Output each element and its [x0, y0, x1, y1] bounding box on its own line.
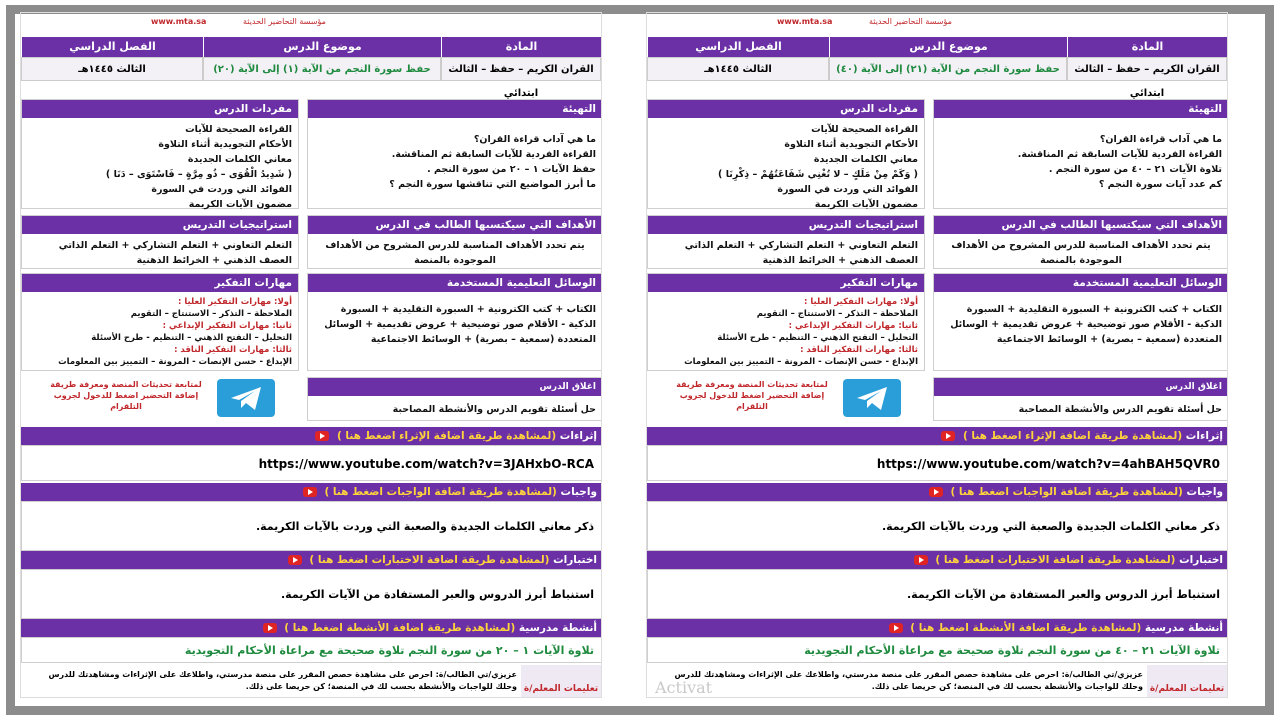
- thinking-label: ثانيا: مهارات التفكير الإبداعي :: [788, 321, 918, 331]
- thinking-text: الإبداع - حسن الإنصات - المرونة – التمييز بين المعلومات: [684, 357, 918, 367]
- activities-text: تلاوة الآيات ٢١ – ٤٠ من سورة النجم تلاوة صحيحة مع مراعاة الأحكام التجويدية: [647, 637, 1228, 663]
- enrich-label: إثراءات: [1185, 430, 1223, 442]
- telegram-icon[interactable]: [843, 379, 901, 417]
- vocab-line: القراءة الصحيحة للآيات: [185, 124, 292, 135]
- thinking-body: [22, 292, 298, 372]
- vocab-line: مضمون الآيات الكريمة: [188, 199, 292, 210]
- enrich-bar[interactable]: [647, 427, 1228, 445]
- topic-header: موضوع الدرس: [203, 37, 441, 57]
- tests-label: اختبارات: [553, 554, 597, 566]
- activities-link[interactable]: (لمشاهدة طريقة اضافة الأنشطة اضغط هنا ): [910, 622, 1142, 634]
- goals-box: [307, 215, 602, 269]
- closing-title: اغلاق الدرس: [308, 378, 602, 396]
- closing-box: [933, 377, 1228, 421]
- closing-text: حل أسئلة تقويم الدرس والأنشطة المصاحبة: [1018, 404, 1222, 415]
- thinking-title: مهارات التفكير: [648, 274, 924, 292]
- thinking-label: أولا: مهارات التفكير العليا :: [177, 297, 292, 307]
- tools-box: [933, 273, 1228, 371]
- youtube-icon[interactable]: [303, 487, 317, 497]
- enrich-label: إثراءات: [559, 430, 597, 442]
- warmup-title: التهيئة: [308, 100, 602, 118]
- subject-header: المادة: [1067, 37, 1227, 57]
- site-link[interactable]: www.mta.sa: [151, 17, 207, 26]
- telegram-promo[interactable]: [647, 377, 925, 427]
- strategies-title: استراتيجيات التدريس: [648, 216, 924, 234]
- warmup-line: ما أبرز المواضيع التي تناقشها سورة النجم ؟: [389, 179, 596, 190]
- warmup-line: القراءة الفردية للآيات السابقة ثم المناقشة.: [391, 149, 596, 160]
- thinking-label: ثالثا: مهارات التفكير الناقد :: [800, 345, 918, 355]
- subject-value: القران الكريم – حفظ – الثالث ابتدائي: [1067, 57, 1227, 81]
- page-topline: [647, 13, 1227, 35]
- tests-bar[interactable]: [647, 551, 1228, 569]
- strategies-box: [21, 215, 299, 269]
- enrich-link[interactable]: (لمشاهدة طريقة اضافة الإثراء اضغط هنا ): [336, 430, 557, 442]
- homework-link[interactable]: (لمشاهدة طريقة اضافة الواجبات اضغط هنا ): [950, 486, 1183, 498]
- vocab-title: مفردات الدرس: [22, 100, 298, 118]
- homework-link[interactable]: (لمشاهدة طريقة اضافة الواجبات اضغط هنا ): [324, 486, 557, 498]
- tools-title: الوسائل التعليمية المستخدمة: [308, 274, 602, 292]
- vocab-line: ( شَدِيدُ الْقُوَى – ذُو مِرَّةٍ – فَاسْتَوَى – دَنَا ): [105, 169, 292, 180]
- vocab-title: مفردات الدرس: [648, 100, 924, 118]
- tools-text: الكتاب + كتب الكترونية + السبورة التقليدية + السبورة الذكية - الأقلام صور توضيحية + عروض تقديمية + الوسائل المتعددة (سمعية – بصرية) + الوسائط الاجتماعية: [324, 304, 596, 345]
- subject-header: المادة: [441, 37, 601, 57]
- telegram-text[interactable]: لمتابعة تحديثات المنصة ومعرفة طريقة إضافة التحضير اضغط للدخول لجروب التلقرام: [50, 380, 202, 411]
- closing-text: حل أسئلة تقويم الدرس والأنشطة المصاحبة: [392, 404, 596, 415]
- page-topline: [21, 13, 601, 35]
- warmup-body: [934, 118, 1228, 196]
- homework-label: واجبات: [560, 486, 597, 498]
- thinking-text: الملاحظة – التذكر – الاستنتاج – التقويم: [756, 309, 918, 319]
- strategies-box: [647, 215, 925, 269]
- subject-value: القران الكريم – حفظ – الثالث ابتدائي: [441, 57, 601, 81]
- strategies-text: التعلم التعاوني + التعلم التشاركي + التعلم الذاتي العصف الذهني + الخرائط الذهنية: [684, 240, 918, 266]
- closing-box: [307, 377, 602, 421]
- thinking-text: التحليل – التفتح الذهني – التنظيم - طرح الأسئلة: [717, 333, 918, 343]
- vocab-body: [22, 118, 298, 216]
- telegram-text[interactable]: لمتابعة تحديثات المنصة ومعرفة طريقة إضافة التحضير اضغط للدخول لجروب التلقرام: [676, 380, 828, 411]
- vocab-box: [21, 99, 299, 209]
- vocab-body: [648, 118, 924, 216]
- site-link[interactable]: www.mta.sa: [777, 17, 833, 26]
- teacher-label: تعليمات المعلم/ة: [521, 665, 601, 698]
- warmup-box: [933, 99, 1228, 209]
- tests-link[interactable]: (لمشاهدة طريقة اضافة الاختبارات اضغط هنا ): [309, 554, 550, 566]
- thinking-body: [648, 292, 924, 372]
- vocab-line: الأحكام التجويدية أثناء التلاوة: [784, 139, 918, 150]
- tools-title: الوسائل التعليمية المستخدمة: [934, 274, 1228, 292]
- lesson-plan-page: [20, 12, 602, 698]
- thinking-title: مهارات التفكير: [22, 274, 298, 292]
- warmup-line: كم عدد آيات سورة النجم ؟: [1098, 179, 1222, 190]
- goals-text: يتم تحدد الأهداف المناسبة للدرس المشروح من الأهداف الموجودة بالمنصة: [325, 240, 585, 266]
- homework-text: ذكر معاني الكلمات الجديدة والصعبة التي وردت بالآيات الكريمة.: [647, 501, 1228, 551]
- activities-label: أنشطة مدرسية: [1144, 622, 1223, 634]
- warmup-line: ما هي آداب قراءة القران؟: [1099, 134, 1222, 145]
- warmup-body: [308, 118, 602, 196]
- youtube-icon[interactable]: [263, 623, 277, 633]
- tests-bar[interactable]: [21, 551, 602, 569]
- goals-title: الأهداف التي سيكتسبها الطالب في الدرس: [934, 216, 1228, 234]
- vocab-line: القراءة الصحيحة للآيات: [811, 124, 918, 135]
- tests-label: اختبارات: [1179, 554, 1223, 566]
- activities-label: أنشطة مدرسية: [518, 622, 597, 634]
- tests-link[interactable]: (لمشاهدة طريقة اضافة الاختبارات اضغط هنا ): [935, 554, 1176, 566]
- term-value: الثالث ١٤٤٥هـ: [647, 57, 829, 81]
- strategies-text: التعلم التعاوني + التعلم التشاركي + التعلم الذاتي العصف الذهني + الخرائط الذهنية: [58, 240, 292, 266]
- lesson-plan-page: [646, 12, 1228, 698]
- goals-text: يتم تحدد الأهداف المناسبة للدرس المشروح من الأهداف الموجودة بالمنصة: [951, 240, 1211, 266]
- closing-title: اغلاق الدرس: [934, 378, 1228, 396]
- teacher-text: عزيزي/تي الطالب/ة: احرص على مشاهدة حصص المقرر على منصة مدرستي، واطلاعك على الإثراءات ومشاهدتك للدرس وحلك للواجبات والأنشطة بحسب لك في المنصة؛ كن حريصا على ذلك.: [48, 670, 517, 691]
- homework-text: ذكر معاني الكلمات الجديدة والصعبة التي وردت بالآيات الكريمة.: [21, 501, 602, 551]
- topic-header: موضوع الدرس: [829, 37, 1067, 57]
- enrich-url[interactable]: https://www.youtube.com/watch?v=4ahBAH5QVR0: [647, 445, 1228, 481]
- goals-title: الأهداف التي سيكتسبها الطالب في الدرس: [308, 216, 602, 234]
- activities-link[interactable]: (لمشاهدة طريقة اضافة الأنشطة اضغط هنا ): [284, 622, 516, 634]
- thinking-text: الملاحظة – التذكر – الاستنتاج – التقويم: [130, 309, 292, 319]
- activities-bar[interactable]: [647, 619, 1228, 637]
- vocab-line: الفوائد التي وردت في السورة: [151, 184, 292, 195]
- thinking-box: [21, 273, 299, 371]
- homework-label: واجبات: [1186, 486, 1223, 498]
- thinking-box: [647, 273, 925, 371]
- vocab-line: معاني الكلمات الجديدة: [187, 154, 292, 165]
- youtube-icon[interactable]: [288, 555, 302, 565]
- institution-name: مؤسسة التحاضير الحديثة: [243, 17, 326, 26]
- thinking-text: الإبداع - حسن الإنصات - المرونة – التمييز بين المعلومات: [58, 357, 292, 367]
- homework-bar[interactable]: [647, 483, 1228, 501]
- vocab-line: معاني الكلمات الجديدة: [813, 154, 918, 165]
- thinking-label: ثالثا: مهارات التفكير الناقد :: [174, 345, 292, 355]
- goals-box: [933, 215, 1228, 269]
- vocab-box: [647, 99, 925, 209]
- vocab-line: مضمون الآيات الكريمة: [814, 199, 918, 210]
- thinking-label: أولا: مهارات التفكير العليا :: [803, 297, 918, 307]
- youtube-icon[interactable]: [315, 431, 329, 441]
- enrich-link[interactable]: (لمشاهدة طريقة اضافة الإثراء اضغط هنا ): [962, 430, 1183, 442]
- warmup-title: التهيئة: [934, 100, 1228, 118]
- vocab-line: الأحكام التجويدية أثناء التلاوة: [158, 139, 292, 150]
- warmup-line: تلاوة الآيات ٢١ – ٤٠ من سورة النجم .: [1048, 164, 1222, 175]
- tools-box: [307, 273, 602, 371]
- teacher-label: تعليمات المعلم/ة: [1147, 665, 1227, 698]
- term-value: الثالث ١٤٤٥هـ: [21, 57, 203, 81]
- institution-name: مؤسسة التحاضير الحديثة: [869, 17, 952, 26]
- thinking-label: ثانيا: مهارات التفكير الإبداعي :: [162, 321, 292, 331]
- term-header: الفصل الدراسي: [647, 37, 829, 57]
- youtube-icon[interactable]: [914, 555, 928, 565]
- topic-value: حفظ سورة النجم من الآية (١) إلى الآية (٢٠): [203, 57, 441, 81]
- warmup-line: القراءة الفردية للآيات السابقة ثم المناقشة.: [1017, 149, 1222, 160]
- tests-text: استنباط أبرز الدروس والعبر المستفادة من الآيات الكريمة.: [21, 569, 602, 619]
- strategies-title: استراتيجيات التدريس: [22, 216, 298, 234]
- youtube-icon[interactable]: [889, 623, 903, 633]
- homework-bar[interactable]: [21, 483, 602, 501]
- telegram-icon[interactable]: [217, 379, 275, 417]
- thinking-text: التحليل – التفتح الذهني – التنظيم - طرح الأسئلة: [91, 333, 292, 343]
- warmup-box: [307, 99, 602, 209]
- enrich-bar[interactable]: [21, 427, 602, 445]
- youtube-icon[interactable]: [941, 431, 955, 441]
- telegram-promo[interactable]: [21, 377, 299, 427]
- warmup-line: حفظ الآيات ١ – ٢٠ من سورة النجم .: [427, 164, 596, 175]
- enrich-url[interactable]: https://www.youtube.com/watch?v=3JAHxbO-RCA: [21, 445, 602, 481]
- watermark: Activat: [655, 678, 713, 697]
- teacher-text: عزيزي/تي الطالب/ة: احرص على مشاهدة حصص المقرر على منصة مدرستي، واطلاعك على الإثراءات ومشاهدتك للدرس وحلك للواجبات والأنشطة بحسب لك في المنصة؛ كن حريصا على ذلك.: [674, 670, 1143, 691]
- term-header: الفصل الدراسي: [21, 37, 203, 57]
- activities-bar[interactable]: [21, 619, 602, 637]
- tools-text: الكتاب + كتب الكترونية + السبورة التقليدية + السبورة الذكية - الأقلام صور توضيحية + عروض تقديمية + الوسائل المتعددة (سمعية – بصرية) + الوسائط الاجتماعية: [950, 304, 1222, 345]
- tests-text: استنباط أبرز الدروس والعبر المستفادة من الآيات الكريمة.: [647, 569, 1228, 619]
- warmup-line: ما هي آداب قراءة القران؟: [473, 134, 596, 145]
- vocab-line: ( وَكَمْ مِنْ مَلَكٍ – لا تُغْنِي شَفَاعَتُهُمْ – ذِكْرِنَا ): [718, 169, 918, 180]
- topic-value: حفظ سورة النجم من الآية (٢١) إلى الآية (٤٠): [829, 57, 1067, 81]
- youtube-icon[interactable]: [929, 487, 943, 497]
- vocab-line: الفوائد التي وردت في السورة: [777, 184, 918, 195]
- activities-text: تلاوة الآيات ١ – ٢٠ من سورة النجم تلاوة صحيحة مع مراعاة الأحكام التجويدية: [21, 637, 602, 663]
